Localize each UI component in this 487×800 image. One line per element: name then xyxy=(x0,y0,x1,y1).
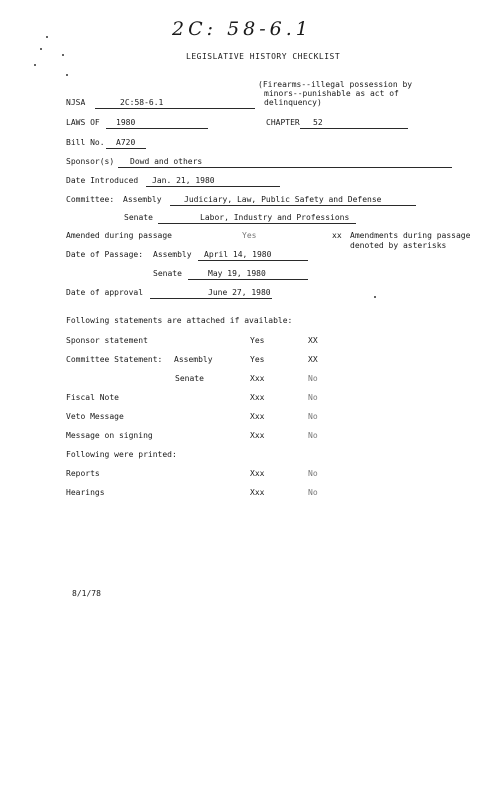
statement-yes: Xxx xyxy=(250,412,265,421)
speck xyxy=(40,48,42,50)
amended-note-line-1: Amendments during passage xyxy=(350,231,471,240)
laws-of-label: LAWS OF xyxy=(66,118,100,127)
approval-underline xyxy=(150,298,272,299)
passage-senate-label: Senate xyxy=(153,269,182,278)
statement-label: Committee Statement: xyxy=(66,355,163,364)
committee-label: Committee: xyxy=(66,195,115,204)
date-introduced-underline xyxy=(146,186,280,187)
statement-yes: Xxx xyxy=(250,431,265,440)
chapter-value: 52 xyxy=(313,118,323,127)
chapter-underline xyxy=(300,128,408,129)
njsa-underline xyxy=(95,108,255,109)
footer-mark: 8/1/78 xyxy=(72,589,101,598)
amended-yes: Yes xyxy=(242,231,257,240)
printed-no: No xyxy=(308,488,318,497)
page-title: LEGISLATIVE HISTORY CHECKLIST xyxy=(186,52,341,61)
statement-label: Veto Message xyxy=(66,412,124,421)
subject-line-3: delinquency) xyxy=(264,98,322,107)
printed-heading: Following were printed: xyxy=(66,450,177,459)
printed-yes: Xxx xyxy=(250,488,265,497)
speck xyxy=(374,296,376,298)
bill-no-label: Bill No. xyxy=(66,138,105,147)
passage-assembly-underline xyxy=(198,260,308,261)
speck xyxy=(62,54,64,56)
printed-label: Hearings xyxy=(66,488,105,497)
printed-label: Reports xyxy=(66,469,100,478)
committee-senate-label: Senate xyxy=(124,213,153,222)
committee-assembly-label: Assembly xyxy=(123,195,162,204)
statement-no: XX xyxy=(308,355,318,364)
statement-no: No xyxy=(308,412,318,421)
statement-no: No xyxy=(308,374,318,383)
speck xyxy=(46,36,48,38)
passage-label: Date of Passage: xyxy=(66,250,144,259)
statement-yes: Xxx xyxy=(250,393,265,402)
passage-assembly-label: Assembly xyxy=(153,250,192,259)
bill-no-value: A720 xyxy=(116,138,136,147)
amended-label: Amended during passage xyxy=(66,231,172,240)
laws-of-underline xyxy=(106,128,208,129)
statement-no: No xyxy=(308,431,318,440)
passage-assembly-value: April 14, 1980 xyxy=(204,250,272,259)
statement-label: Fiscal Note xyxy=(66,393,119,402)
subject-line-2: minors--punishable as act of xyxy=(264,89,399,98)
date-introduced-value: Jan. 21, 1980 xyxy=(152,176,215,185)
bill-no-underline xyxy=(106,148,146,149)
statement-label: Sponsor statement xyxy=(66,336,148,345)
statement-yes: Yes xyxy=(250,336,265,345)
attached-heading: Following statements are attached if available: xyxy=(66,316,293,325)
amended-mark: xx xyxy=(332,231,342,240)
passage-senate-underline xyxy=(188,279,308,280)
statement-yes: Yes xyxy=(250,355,265,364)
njsa-label: NJSA xyxy=(66,98,86,107)
sponsors-underline xyxy=(118,167,452,168)
sponsors-label: Sponsor(s) xyxy=(66,157,115,166)
statement-no: XX xyxy=(308,336,318,345)
sponsors-value: Dowd and others xyxy=(130,157,203,166)
printed-yes: Xxx xyxy=(250,469,265,478)
laws-of-value: 1980 xyxy=(116,118,136,127)
njsa-value: 2C:58-6.1 xyxy=(120,98,164,107)
approval-label: Date of approval xyxy=(66,288,144,297)
printed-no: No xyxy=(308,469,318,478)
statement-no: No xyxy=(308,393,318,402)
committee-assembly-underline xyxy=(170,205,416,206)
amended-note-line-2: denoted by asterisks xyxy=(350,241,447,250)
approval-value: June 27, 1980 xyxy=(208,288,271,297)
statement-sub: Assembly xyxy=(174,355,213,364)
statement-label: Message on signing xyxy=(66,431,153,440)
committee-senate-value: Labor, Industry and Professions xyxy=(200,213,350,222)
statement-yes: Xxx xyxy=(250,374,265,383)
subject-line-1: (Firearms--illegal possession by xyxy=(258,80,413,89)
committee-assembly-value: Judiciary, Law, Public Safety and Defense xyxy=(184,195,382,204)
speck xyxy=(34,64,36,66)
chapter-label: CHAPTER xyxy=(266,118,300,127)
speck xyxy=(66,74,68,76)
committee-senate-underline xyxy=(158,223,356,224)
date-introduced-label: Date Introduced xyxy=(66,176,139,185)
statement-sub: Senate xyxy=(175,374,204,383)
handwritten-code: 2C: 58-6.1 xyxy=(172,18,312,40)
passage-senate-value: May 19, 1980 xyxy=(208,269,266,278)
